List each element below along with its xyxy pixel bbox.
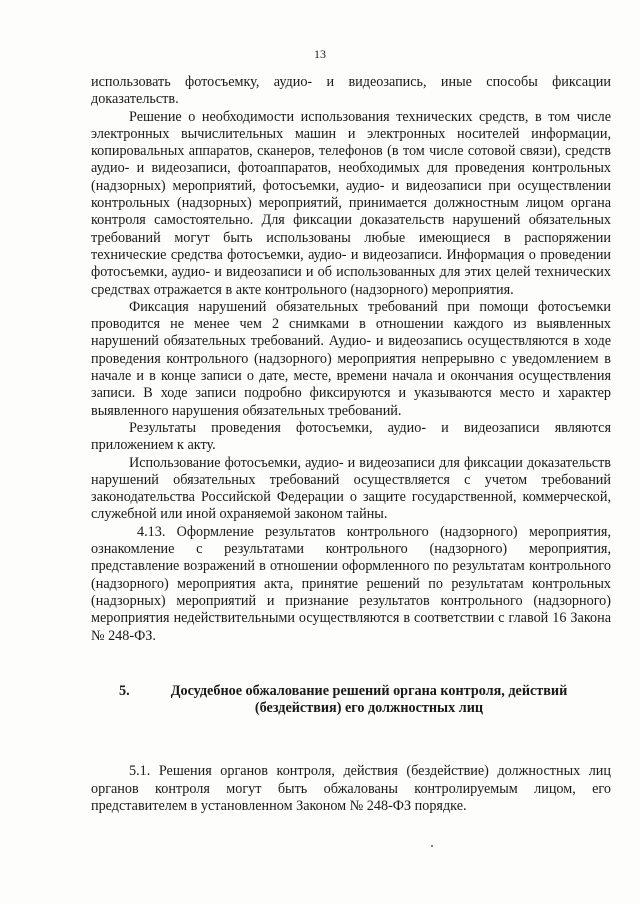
paragraph-secrecy: Использование фотосъемки, аудио- и видеозаписи для фиксации доказательств нарушений обязательных требований осуществляется с учетом требований законодательства Российской Федерации о защите государственной, коммерческой, служебной или иной охраняемой законом тайны. [91, 454, 611, 523]
paragraph-technical-means: Решение о необходимости использования технических средств, в том числе электронных вычислительных машин и электронных носителей информации, копировальных аппаратов, сканеров, телефонов (в том числе сотовой связи), средств аудио- и видеозаписи, фотоаппаратов, необходимых для проведения контрольных (надзорных) мероприятий, фотосъемки, аудио- и видеозаписи при осуществлении контрольных (надзорных) мероприятий, принимается должностным лицом органа контроля самостоятельно. Для фиксации доказательств нарушений обязательных требований могут быть использованы любые имеющиеся в распоряжении технические средства фотосъемки, аудио- и видеозаписи. Информация о проведении фотосъемки, аудио- и видеозаписи и об использованных для этих целей технических средствах отражается в акте контрольного (надзорного) мероприятия. [91, 108, 611, 298]
section-heading [91, 683, 611, 718]
paragraph-5-1: 5.1. Решения органов контроля, действия (бездействие) должностных лиц органов контроля могут быть обжалованы контролируемым лицом, его представителем в установленном Законом № 248-ФЗ порядке. [91, 763, 611, 814]
paragraph-photo-fixation: Фиксация нарушений обязательных требований при помощи фотосъемки проводится не менее чем 2 снимками в отношении каждого из выявленных нарушений обязательных требований. Аудио- и видеозапись осуществляются в ходе проведения контрольного (надзорного) мероприятия непрерывно с уведомлением в начале и в конце записи о дате, месте, времени начала и окончания осуществления записи. В ходе записи подробно фиксируются и указываются место и характер выявленного нарушения обязательных требований. [91, 298, 611, 419]
paragraph-continuation: использовать фотосъемку, аудио- и видеозапись, иные способы фиксации доказательств. [91, 74, 611, 108]
page-number: 13 [314, 47, 326, 61]
paragraph-results-annex: Результаты проведения фотосъемки, аудио- и видеозаписи являются приложением к акту. [91, 419, 611, 454]
section-number: 5. [119, 682, 130, 699]
paragraph-4-13: 4.13. Оформление результатов контрольного (надзорного) мероприятия, ознакомление с результатами контрольного (надзорного) мероприятия, представление возражений в отношении оформленного по результатам контрольного (надзорного) мероприятия акта, принятие решений по результатам контрольных (надзорных) мероприятий и признание результатов контрольного (надзорного) мероприятия недействительными осуществляются в соответствии с главой 16 Закона № 248-ФЗ. [91, 523, 611, 644]
section-title: Досудебное обжалование решений органа контроля, действий (бездействия) его должностных лиц [170, 682, 568, 717]
scan-speck [431, 845, 433, 847]
document-body [91, 74, 611, 815]
